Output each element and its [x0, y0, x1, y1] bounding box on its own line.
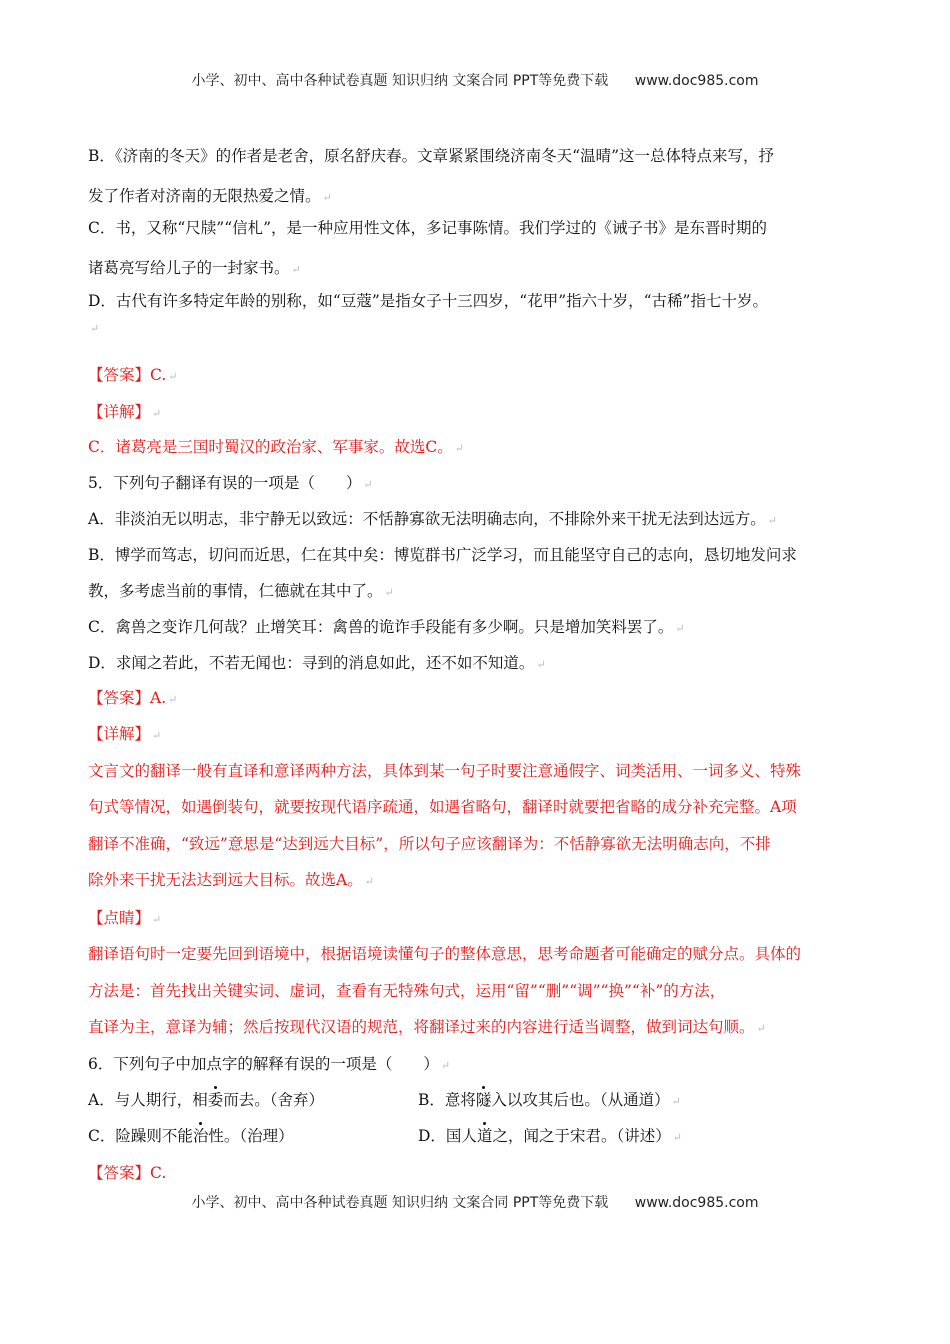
- q6-answer: 【答案】C.: [88, 1164, 167, 1182]
- q4-option-c-line1: C．书，又称“尺牍”“信札”，是一种应用性文体，多记事陈情。我们学过的《诫子书》是东晋时期的: [88, 219, 768, 237]
- dotted-char: 治: [192, 1127, 209, 1145]
- q5-answer: 【答案】A. ↵: [88, 689, 178, 707]
- dotted-char: 委: [207, 1091, 224, 1109]
- footer-text: 小学、初中、高中各种试卷真题 知识归纳 文案合同 PPT等免费下载: [191, 1195, 609, 1211]
- header-text: 小学、初中、高中各种试卷真题 知识归纳 文案合同 PPT等免费下载: [191, 73, 609, 89]
- header-url: www.doc985.com: [634, 73, 759, 89]
- q4-option-b-line2: 发了作者对济南的无限热爱之情。 ↵: [88, 187, 332, 205]
- q4-detail-text: C．诸葛亮是三国时蜀汉的政治家、军事家。故选C。 ↵: [88, 438, 464, 456]
- dotted-char: 隧: [475, 1091, 492, 1109]
- q5-tip-line1: 翻译语句时一定要先回到语境中，根据语境读懂句子的整体意思，思考命题者可能确定的赋分点。具体的: [88, 945, 802, 963]
- paragraph-mark: ↵: [90, 322, 100, 335]
- q6-option-b: B．意将隧入以攻其后也。（从通道） ↵: [418, 1091, 681, 1109]
- dotted-char: 道: [476, 1127, 493, 1145]
- q5-stem: 5．下列句子翻译有误的一项是（ ） ↵: [88, 474, 373, 492]
- q6-option-d: D．国人道之，闻之于宋君。（讲述） ↵: [418, 1127, 682, 1145]
- q6-row-ab: [88, 1089, 878, 1111]
- footer-url: www.doc985.com: [634, 1195, 759, 1211]
- q4-detail-label: 【详解】 ↵: [88, 403, 162, 421]
- q5-option-b-line2: 教，多考虑当前的事情，仁德就在其中了。 ↵: [88, 582, 394, 600]
- q5-detail-line1: 文言文的翻译一般有直译和意译两种方法，具体到某一句子时要注意通假字、词类活用、一词多义、特殊: [88, 762, 802, 780]
- q5-option-b-line1: B．博学而笃志，切问而近思，仁在其中矣：博览群书广泛学习，而且能坚守自己的志向，恳切地发问求: [88, 546, 797, 564]
- q5-tip-line2: 方法是：首先找出关键实词、虚词，查看有无特殊句式，运用“留”“删”“调”“换”“补”的方法，: [88, 982, 726, 1000]
- q5-tip-label: 【点睛】 ↵: [88, 909, 162, 927]
- q5-tip-line3: 直译为主，意译为辅；然后按现代汉语的规范，将翻译过来的内容进行适当调整，做到词达句顺。 ↵: [88, 1018, 766, 1036]
- page-footer: [0, 1192, 950, 1212]
- q5-detail-line3: 翻译不准确，“致远”意思是“达到远大目标”，所以句子应该翻译为：不恬静寡欲无法明确志向，不排: [88, 835, 771, 853]
- q5-option-a: A．非淡泊无以明志，非宁静无以致远：不恬静寡欲无法明确志向，不排除外来干扰无法到达远方。 ↵: [88, 510, 777, 528]
- page-header: [0, 70, 950, 90]
- q5-option-d: D．求闻之若此，不若无闻也：寻到的消息如此，还不如不知道。 ↵: [88, 654, 546, 672]
- q5-detail-line4: 除外来干扰无法达到远大目标。故选A。 ↵: [88, 871, 374, 889]
- q5-detail-line2: 句式等情况，如遇倒装句，就要按现代语序疏通，如遇省略句，翻译时就要把省略的成分补充完整。A项: [88, 798, 797, 816]
- q4-option-c-line2: 诸葛亮写给儿子的一封家书。 ↵: [88, 259, 301, 277]
- q5-option-c: C．禽兽之变诈几何哉？止增笑耳：禽兽的诡诈手段能有多少啊。只是增加笑料罢了。 ↵: [88, 618, 685, 636]
- q4-option-b-line1: B．《济南的冬天》的作者是老舍，原名舒庆春。文章紧紧围绕济南冬天“温晴”这一总体特点来写，抒: [88, 147, 774, 165]
- q4-answer: 【答案】C. ↵: [88, 366, 178, 384]
- q6-row-cd: [88, 1125, 878, 1147]
- q6-stem: 6．下列句子中加点字的解释有误的一项是（ ） ↵: [88, 1055, 451, 1073]
- q6-option-a: A．与人期行，相委而去。（舍弃）: [88, 1091, 324, 1109]
- q4-option-d-line1: D．古代有许多特定年龄的别称，如“豆蔻”是指女子十三四岁，“花甲”指六十岁，“古稀”指七十岁。: [88, 292, 768, 310]
- q5-detail-label: 【详解】 ↵: [88, 725, 162, 743]
- q6-option-c: C．险躁则不能治性。（治理）: [88, 1127, 294, 1145]
